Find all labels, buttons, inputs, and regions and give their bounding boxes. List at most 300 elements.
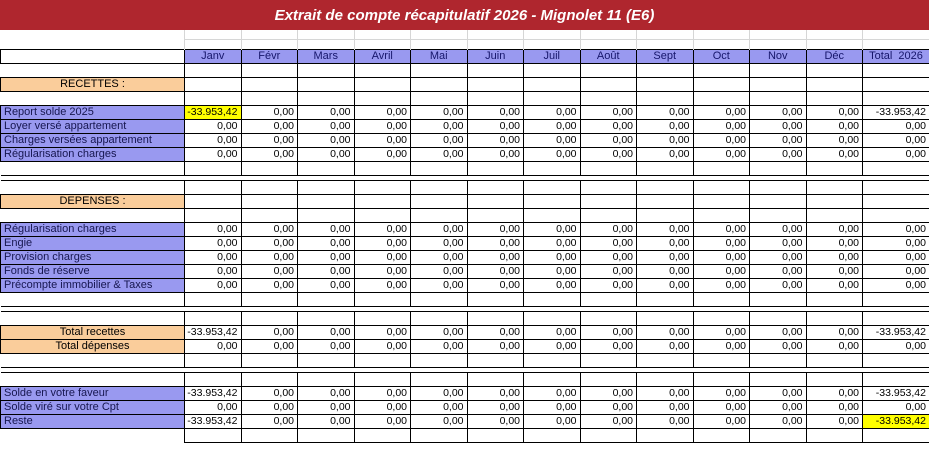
empty-cell bbox=[693, 78, 750, 92]
cell-charges-versees-appartement-dec[interactable]: 0,00 bbox=[806, 134, 863, 148]
cell-reste-dec[interactable]: 0,00 bbox=[806, 415, 863, 429]
month-header-dec[interactable]: Déc bbox=[806, 50, 863, 64]
cell-precompte-immobilier-taxes-total[interactable]: 0,00 bbox=[863, 279, 929, 293]
empty-cell bbox=[524, 373, 581, 387]
empty-label-cell bbox=[1, 64, 185, 78]
cell-provision-charges-fevr[interactable]: 0,00 bbox=[241, 251, 298, 265]
cell-solde-en-votre-faveur-fevr[interactable]: 0,00 bbox=[241, 387, 298, 401]
cell-regularisation-charges-aout[interactable]: 0,00 bbox=[580, 148, 637, 162]
cell-charges-versees-appartement-mai[interactable]: 0,00 bbox=[411, 134, 468, 148]
row-label-provision-charges[interactable]: Provision charges bbox=[1, 251, 185, 265]
cell-precompte-immobilier-taxes-juil[interactable]: 0,00 bbox=[524, 279, 581, 293]
cell-report-solde-2025-mai[interactable]: 0,00 bbox=[411, 106, 468, 120]
empty-cell bbox=[241, 181, 298, 195]
cell-charges-versees-appartement-aout[interactable]: 0,00 bbox=[580, 134, 637, 148]
empty-label-cell bbox=[1, 429, 185, 443]
cell-loyer-verse-appartement-mai[interactable]: 0,00 bbox=[411, 120, 468, 134]
empty-label-cell bbox=[1, 181, 185, 195]
empty-cell bbox=[354, 64, 411, 78]
gridline-cell bbox=[185, 30, 242, 40]
month-header-juin[interactable]: Juin bbox=[467, 50, 524, 64]
cell-total-depenses-nov[interactable]: 0,00 bbox=[750, 340, 807, 354]
cell-solde-en-votre-faveur-sept[interactable]: 0,00 bbox=[637, 387, 694, 401]
gridline-cell bbox=[693, 40, 750, 50]
cell-charges-versees-appartement-fevr[interactable]: 0,00 bbox=[241, 134, 298, 148]
empty-cell bbox=[185, 209, 242, 223]
cell-total-depenses-juin[interactable]: 0,00 bbox=[467, 340, 524, 354]
empty-cell bbox=[524, 64, 581, 78]
cell-fonds-de-reserve-mai[interactable]: 0,00 bbox=[411, 265, 468, 279]
cell-regularisation-charges-fevr[interactable]: 0,00 bbox=[241, 223, 298, 237]
cell-engie-sept[interactable]: 0,00 bbox=[637, 237, 694, 251]
cell-loyer-verse-appartement-avril[interactable]: 0,00 bbox=[354, 120, 411, 134]
cell-regularisation-charges-dec[interactable]: 0,00 bbox=[806, 148, 863, 162]
empty-cell bbox=[524, 293, 581, 307]
cell-total-recettes-juin[interactable]: 0,00 bbox=[467, 326, 524, 340]
cell-solde-vire-sur-votre-cpt-total[interactable]: 0,00 bbox=[863, 401, 929, 415]
empty-cell bbox=[411, 209, 468, 223]
cell-engie-janv[interactable]: 0,00 bbox=[185, 237, 242, 251]
cell-regularisation-charges-mars[interactable]: 0,00 bbox=[298, 148, 355, 162]
cell-solde-en-votre-faveur-mai[interactable]: 0,00 bbox=[411, 387, 468, 401]
empty-cell bbox=[467, 181, 524, 195]
gridline-cell bbox=[354, 40, 411, 50]
row-label-regularisation-charges[interactable]: Régularisation charges bbox=[1, 223, 185, 237]
cell-total-recettes-avril[interactable]: 0,00 bbox=[354, 326, 411, 340]
empty-cell bbox=[185, 64, 242, 78]
month-header-avril[interactable]: Avril bbox=[354, 50, 411, 64]
empty-cell bbox=[637, 181, 694, 195]
cell-regularisation-charges-total[interactable]: 0,00 bbox=[863, 223, 929, 237]
empty-cell bbox=[298, 373, 355, 387]
cell-precompte-immobilier-taxes-juin[interactable]: 0,00 bbox=[467, 279, 524, 293]
cell-loyer-verse-appartement-nov[interactable]: 0,00 bbox=[750, 120, 807, 134]
row-label-solde-en-votre-faveur[interactable]: Solde en votre faveur bbox=[1, 387, 185, 401]
cell-report-solde-2025-mars[interactable]: 0,00 bbox=[298, 106, 355, 120]
cell-engie-nov[interactable]: 0,00 bbox=[750, 237, 807, 251]
cell-total-recettes-juil[interactable]: 0,00 bbox=[524, 326, 581, 340]
cell-reste-mars[interactable]: 0,00 bbox=[298, 415, 355, 429]
cell-total-recettes-aout[interactable]: 0,00 bbox=[580, 326, 637, 340]
cell-total-recettes-oct[interactable]: 0,00 bbox=[693, 326, 750, 340]
cell-solde-vire-sur-votre-cpt-sept[interactable]: 0,00 bbox=[637, 401, 694, 415]
cell-total-depenses-dec[interactable]: 0,00 bbox=[806, 340, 863, 354]
cell-solde-vire-sur-votre-cpt-dec[interactable]: 0,00 bbox=[806, 401, 863, 415]
gridline-cell bbox=[241, 40, 298, 50]
month-header-janv[interactable]: Janv bbox=[185, 50, 242, 64]
empty-cell bbox=[524, 162, 581, 176]
empty-cell bbox=[241, 373, 298, 387]
cell-regularisation-charges-fevr[interactable]: 0,00 bbox=[241, 148, 298, 162]
cell-provision-charges-juil[interactable]: 0,00 bbox=[524, 251, 581, 265]
empty-cell bbox=[637, 429, 694, 443]
month-header-oct[interactable]: Oct bbox=[693, 50, 750, 64]
empty-cell bbox=[863, 312, 929, 326]
cell-fonds-de-reserve-oct[interactable]: 0,00 bbox=[693, 265, 750, 279]
cell-total-recettes-mai[interactable]: 0,00 bbox=[411, 326, 468, 340]
empty-cell bbox=[354, 78, 411, 92]
empty-cell bbox=[637, 162, 694, 176]
row-label-header-cell[interactable] bbox=[1, 50, 185, 64]
cell-regularisation-charges-total[interactable]: 0,00 bbox=[863, 148, 929, 162]
empty-cell bbox=[411, 373, 468, 387]
cell-reste-janv[interactable]: -33.953,42 bbox=[185, 415, 242, 429]
cell-solde-en-votre-faveur-dec[interactable]: 0,00 bbox=[806, 387, 863, 401]
empty-cell bbox=[185, 354, 242, 368]
cell-solde-en-votre-faveur-janv[interactable]: -33.953,42 bbox=[185, 387, 242, 401]
cell-charges-versees-appartement-juil[interactable]: 0,00 bbox=[524, 134, 581, 148]
month-header-mai[interactable]: Mai bbox=[411, 50, 468, 64]
cell-solde-vire-sur-votre-cpt-mars[interactable]: 0,00 bbox=[298, 401, 355, 415]
empty-cell bbox=[354, 293, 411, 307]
cell-loyer-verse-appartement-fevr[interactable]: 0,00 bbox=[241, 120, 298, 134]
gridline-cell bbox=[637, 30, 694, 40]
cell-loyer-verse-appartement-aout[interactable]: 0,00 bbox=[580, 120, 637, 134]
cell-regularisation-charges-aout[interactable]: 0,00 bbox=[580, 223, 637, 237]
cell-precompte-immobilier-taxes-janv[interactable]: 0,00 bbox=[185, 279, 242, 293]
gridline-cell bbox=[524, 40, 581, 50]
empty-cell bbox=[693, 312, 750, 326]
cell-regularisation-charges-dec[interactable]: 0,00 bbox=[806, 223, 863, 237]
gridline-cell bbox=[580, 30, 637, 40]
row-label-charges-versees-appartement[interactable]: Charges versées appartement bbox=[1, 134, 185, 148]
cell-fonds-de-reserve-janv[interactable]: 0,00 bbox=[185, 265, 242, 279]
cell-report-solde-2025-avril[interactable]: 0,00 bbox=[354, 106, 411, 120]
month-header-nov[interactable]: Nov bbox=[750, 50, 807, 64]
month-header-sept[interactable]: Sept bbox=[637, 50, 694, 64]
cell-solde-vire-sur-votre-cpt-aout[interactable]: 0,00 bbox=[580, 401, 637, 415]
cell-loyer-verse-appartement-total[interactable]: 0,00 bbox=[863, 120, 929, 134]
gridline-cell bbox=[750, 40, 807, 50]
cell-charges-versees-appartement-sept[interactable]: 0,00 bbox=[637, 134, 694, 148]
cell-provision-charges-avril[interactable]: 0,00 bbox=[354, 251, 411, 265]
cell-report-solde-2025-fevr[interactable]: 0,00 bbox=[241, 106, 298, 120]
gridline-cell bbox=[467, 40, 524, 50]
empty-cell bbox=[863, 78, 929, 92]
cell-report-solde-2025-dec[interactable]: 0,00 bbox=[806, 106, 863, 120]
cell-fonds-de-reserve-juil[interactable]: 0,00 bbox=[524, 265, 581, 279]
cell-fonds-de-reserve-juin[interactable]: 0,00 bbox=[467, 265, 524, 279]
cell-total-depenses-janv[interactable]: 0,00 bbox=[185, 340, 242, 354]
cell-report-solde-2025-sept[interactable]: 0,00 bbox=[637, 106, 694, 120]
row-label-regularisation-charges[interactable]: Régularisation charges bbox=[1, 148, 185, 162]
cell-engie-total[interactable]: 0,00 bbox=[863, 237, 929, 251]
empty-cell bbox=[298, 354, 355, 368]
cell-reste-total[interactable]: -33.953,42 bbox=[863, 415, 929, 429]
empty-cell bbox=[241, 92, 298, 106]
empty-label-cell bbox=[1, 209, 185, 223]
cell-precompte-immobilier-taxes-fevr[interactable]: 0,00 bbox=[241, 279, 298, 293]
gridline-cell bbox=[524, 30, 581, 40]
cell-report-solde-2025-juin[interactable]: 0,00 bbox=[467, 106, 524, 120]
cell-fonds-de-reserve-aout[interactable]: 0,00 bbox=[580, 265, 637, 279]
cell-total-recettes-dec[interactable]: 0,00 bbox=[806, 326, 863, 340]
month-header-mars[interactable]: Mars bbox=[298, 50, 355, 64]
empty-cell bbox=[298, 78, 355, 92]
gridline-cell bbox=[467, 30, 524, 40]
month-header-juil[interactable]: Juil bbox=[524, 50, 581, 64]
empty-cell bbox=[693, 64, 750, 78]
cell-charges-versees-appartement-total[interactable]: 0,00 bbox=[863, 134, 929, 148]
empty-cell bbox=[467, 64, 524, 78]
empty-cell bbox=[580, 373, 637, 387]
row-label-total-recettes[interactable]: Total recettes bbox=[1, 326, 185, 340]
cell-total-depenses-aout[interactable]: 0,00 bbox=[580, 340, 637, 354]
cell-report-solde-2025-oct[interactable]: 0,00 bbox=[693, 106, 750, 120]
cell-total-recettes-total[interactable]: -33.953,42 bbox=[863, 326, 929, 340]
empty-cell bbox=[863, 429, 929, 443]
cell-loyer-verse-appartement-juin[interactable]: 0,00 bbox=[467, 120, 524, 134]
cell-engie-juil[interactable]: 0,00 bbox=[524, 237, 581, 251]
cell-report-solde-2025-nov[interactable]: 0,00 bbox=[750, 106, 807, 120]
month-header-aout[interactable]: Août bbox=[580, 50, 637, 64]
cell-total-recettes-nov[interactable]: 0,00 bbox=[750, 326, 807, 340]
cell-reste-sept[interactable]: 0,00 bbox=[637, 415, 694, 429]
account-summary-table bbox=[0, 30, 929, 443]
empty-cell bbox=[298, 209, 355, 223]
cell-solde-vire-sur-votre-cpt-oct[interactable]: 0,00 bbox=[693, 401, 750, 415]
cell-solde-vire-sur-votre-cpt-mai[interactable]: 0,00 bbox=[411, 401, 468, 415]
empty-cell bbox=[354, 354, 411, 368]
empty-cell bbox=[637, 354, 694, 368]
cell-regularisation-charges-sept[interactable]: 0,00 bbox=[637, 148, 694, 162]
cell-total-recettes-janv[interactable]: -33.953,42 bbox=[185, 326, 242, 340]
cell-reste-avril[interactable]: 0,00 bbox=[354, 415, 411, 429]
row-label-precompte-immobilier-taxes[interactable]: Précompte immobilier & Taxes bbox=[1, 279, 185, 293]
empty-cell bbox=[354, 312, 411, 326]
cell-precompte-immobilier-taxes-nov[interactable]: 0,00 bbox=[750, 279, 807, 293]
cell-provision-charges-janv[interactable]: 0,00 bbox=[185, 251, 242, 265]
cell-solde-en-votre-faveur-nov[interactable]: 0,00 bbox=[750, 387, 807, 401]
cell-engie-dec[interactable]: 0,00 bbox=[806, 237, 863, 251]
empty-cell bbox=[524, 312, 581, 326]
empty-cell bbox=[806, 78, 863, 92]
cell-charges-versees-appartement-juin[interactable]: 0,00 bbox=[467, 134, 524, 148]
cell-engie-juin[interactable]: 0,00 bbox=[467, 237, 524, 251]
cell-fonds-de-reserve-fevr[interactable]: 0,00 bbox=[241, 265, 298, 279]
cell-loyer-verse-appartement-sept[interactable]: 0,00 bbox=[637, 120, 694, 134]
cell-provision-charges-dec[interactable]: 0,00 bbox=[806, 251, 863, 265]
empty-cell bbox=[241, 64, 298, 78]
cell-solde-vire-sur-votre-cpt-janv[interactable]: 0,00 bbox=[185, 401, 242, 415]
empty-cell bbox=[750, 429, 807, 443]
cell-provision-charges-oct[interactable]: 0,00 bbox=[693, 251, 750, 265]
empty-cell bbox=[411, 312, 468, 326]
cell-precompte-immobilier-taxes-oct[interactable]: 0,00 bbox=[693, 279, 750, 293]
cell-charges-versees-appartement-nov[interactable]: 0,00 bbox=[750, 134, 807, 148]
empty-cell bbox=[750, 64, 807, 78]
empty-cell bbox=[637, 64, 694, 78]
cell-total-depenses-fevr[interactable]: 0,00 bbox=[241, 340, 298, 354]
cell-reste-juin[interactable]: 0,00 bbox=[467, 415, 524, 429]
cell-precompte-immobilier-taxes-aout[interactable]: 0,00 bbox=[580, 279, 637, 293]
cell-regularisation-charges-nov[interactable]: 0,00 bbox=[750, 148, 807, 162]
row-label-reste[interactable]: Reste bbox=[1, 415, 185, 429]
cell-report-solde-2025-juil[interactable]: 0,00 bbox=[524, 106, 581, 120]
empty-cell bbox=[185, 92, 242, 106]
section-label-depenses[interactable]: DEPENSES : bbox=[1, 195, 185, 209]
cell-total-recettes-sept[interactable]: 0,00 bbox=[637, 326, 694, 340]
cell-fonds-de-reserve-nov[interactable]: 0,00 bbox=[750, 265, 807, 279]
empty-cell bbox=[241, 78, 298, 92]
cell-regularisation-charges-sept[interactable]: 0,00 bbox=[637, 223, 694, 237]
row-label-fonds-de-reserve[interactable]: Fonds de réserve bbox=[1, 265, 185, 279]
empty-cell bbox=[298, 312, 355, 326]
cell-solde-en-votre-faveur-avril[interactable]: 0,00 bbox=[354, 387, 411, 401]
cell-regularisation-charges-janv[interactable]: 0,00 bbox=[185, 223, 242, 237]
cell-reste-nov[interactable]: 0,00 bbox=[750, 415, 807, 429]
cell-precompte-immobilier-taxes-avril[interactable]: 0,00 bbox=[354, 279, 411, 293]
cell-solde-en-votre-faveur-mars[interactable]: 0,00 bbox=[298, 387, 355, 401]
empty-cell bbox=[863, 181, 929, 195]
row-label-engie[interactable]: Engie bbox=[1, 237, 185, 251]
row-label-loyer-verse-appartement[interactable]: Loyer versé appartement bbox=[1, 120, 185, 134]
empty-cell bbox=[693, 373, 750, 387]
empty-cell bbox=[863, 354, 929, 368]
cell-regularisation-charges-juil[interactable]: 0,00 bbox=[524, 223, 581, 237]
cell-engie-oct[interactable]: 0,00 bbox=[693, 237, 750, 251]
cell-loyer-verse-appartement-janv[interactable]: 0,00 bbox=[185, 120, 242, 134]
empty-cell bbox=[580, 293, 637, 307]
cell-loyer-verse-appartement-oct[interactable]: 0,00 bbox=[693, 120, 750, 134]
cell-reste-mai[interactable]: 0,00 bbox=[411, 415, 468, 429]
cell-regularisation-charges-oct[interactable]: 0,00 bbox=[693, 148, 750, 162]
cell-regularisation-charges-mars[interactable]: 0,00 bbox=[298, 223, 355, 237]
cell-solde-en-votre-faveur-juin[interactable]: 0,00 bbox=[467, 387, 524, 401]
cell-loyer-verse-appartement-mars[interactable]: 0,00 bbox=[298, 120, 355, 134]
cell-engie-mars[interactable]: 0,00 bbox=[298, 237, 355, 251]
empty-cell bbox=[241, 354, 298, 368]
cell-solde-en-votre-faveur-total[interactable]: -33.953,42 bbox=[863, 387, 929, 401]
row-label-total-depenses[interactable]: Total dépenses bbox=[1, 340, 185, 354]
cell-regularisation-charges-juin[interactable]: 0,00 bbox=[467, 223, 524, 237]
cell-charges-versees-appartement-oct[interactable]: 0,00 bbox=[693, 134, 750, 148]
cell-loyer-verse-appartement-juil[interactable]: 0,00 bbox=[524, 120, 581, 134]
cell-total-depenses-mai[interactable]: 0,00 bbox=[411, 340, 468, 354]
empty-cell bbox=[806, 195, 863, 209]
empty-cell bbox=[524, 429, 581, 443]
empty-cell bbox=[467, 162, 524, 176]
cell-solde-en-votre-faveur-aout[interactable]: 0,00 bbox=[580, 387, 637, 401]
cell-precompte-immobilier-taxes-mai[interactable]: 0,00 bbox=[411, 279, 468, 293]
cell-provision-charges-mars[interactable]: 0,00 bbox=[298, 251, 355, 265]
cell-precompte-immobilier-taxes-dec[interactable]: 0,00 bbox=[806, 279, 863, 293]
cell-fonds-de-reserve-total[interactable]: 0,00 bbox=[863, 265, 929, 279]
cell-total-recettes-mars[interactable]: 0,00 bbox=[298, 326, 355, 340]
cell-reste-fevr[interactable]: 0,00 bbox=[241, 415, 298, 429]
cell-report-solde-2025-total[interactable]: -33.953,42 bbox=[863, 106, 929, 120]
empty-cell bbox=[637, 195, 694, 209]
row-label-report-solde-2025[interactable]: Report solde 2025 bbox=[1, 106, 185, 120]
cell-provision-charges-juin[interactable]: 0,00 bbox=[467, 251, 524, 265]
empty-cell bbox=[750, 312, 807, 326]
cell-fonds-de-reserve-avril[interactable]: 0,00 bbox=[354, 265, 411, 279]
cell-reste-juil[interactable]: 0,00 bbox=[524, 415, 581, 429]
cell-fonds-de-reserve-mars[interactable]: 0,00 bbox=[298, 265, 355, 279]
cell-solde-vire-sur-votre-cpt-fevr[interactable]: 0,00 bbox=[241, 401, 298, 415]
cell-engie-avril[interactable]: 0,00 bbox=[354, 237, 411, 251]
cell-total-depenses-total[interactable]: 0,00 bbox=[863, 340, 929, 354]
empty-cell bbox=[806, 209, 863, 223]
cell-engie-aout[interactable]: 0,00 bbox=[580, 237, 637, 251]
empty-cell bbox=[580, 162, 637, 176]
gridline-cell bbox=[411, 40, 468, 50]
empty-cell bbox=[354, 162, 411, 176]
cell-regularisation-charges-janv[interactable]: 0,00 bbox=[185, 148, 242, 162]
cell-total-depenses-juil[interactable]: 0,00 bbox=[524, 340, 581, 354]
cell-charges-versees-appartement-avril[interactable]: 0,00 bbox=[354, 134, 411, 148]
cell-provision-charges-aout[interactable]: 0,00 bbox=[580, 251, 637, 265]
empty-cell bbox=[863, 293, 929, 307]
empty-cell bbox=[693, 209, 750, 223]
empty-cell bbox=[185, 181, 242, 195]
cell-regularisation-charges-avril[interactable]: 0,00 bbox=[354, 148, 411, 162]
cell-reste-oct[interactable]: 0,00 bbox=[693, 415, 750, 429]
cell-solde-en-votre-faveur-oct[interactable]: 0,00 bbox=[693, 387, 750, 401]
gridline-cell bbox=[863, 40, 929, 50]
cell-regularisation-charges-oct[interactable]: 0,00 bbox=[693, 223, 750, 237]
total-column-header[interactable]: Total 2026 bbox=[863, 50, 929, 64]
cell-precompte-immobilier-taxes-sept[interactable]: 0,00 bbox=[637, 279, 694, 293]
gridline-cell bbox=[354, 30, 411, 40]
empty-cell bbox=[863, 162, 929, 176]
empty-cell bbox=[467, 195, 524, 209]
cell-charges-versees-appartement-mars[interactable]: 0,00 bbox=[298, 134, 355, 148]
cell-report-solde-2025-janv[interactable]: -33.953,42 bbox=[185, 106, 242, 120]
cell-total-recettes-fevr[interactable]: 0,00 bbox=[241, 326, 298, 340]
section-label-recettes[interactable]: RECETTES : bbox=[1, 78, 185, 92]
empty-cell bbox=[354, 209, 411, 223]
cell-regularisation-charges-mai[interactable]: 0,00 bbox=[411, 223, 468, 237]
cell-loyer-verse-appartement-dec[interactable]: 0,00 bbox=[806, 120, 863, 134]
cell-precompte-immobilier-taxes-mars[interactable]: 0,00 bbox=[298, 279, 355, 293]
cell-total-depenses-mars[interactable]: 0,00 bbox=[298, 340, 355, 354]
cell-regularisation-charges-juin[interactable]: 0,00 bbox=[467, 148, 524, 162]
cell-engie-mai[interactable]: 0,00 bbox=[411, 237, 468, 251]
month-header-fevr[interactable]: Févr bbox=[241, 50, 298, 64]
report-title-bar bbox=[0, 0, 929, 30]
cell-provision-charges-mai[interactable]: 0,00 bbox=[411, 251, 468, 265]
cell-provision-charges-total[interactable]: 0,00 bbox=[863, 251, 929, 265]
empty-cell bbox=[750, 162, 807, 176]
cell-fonds-de-reserve-dec[interactable]: 0,00 bbox=[806, 265, 863, 279]
cell-provision-charges-nov[interactable]: 0,00 bbox=[750, 251, 807, 265]
cell-charges-versees-appartement-janv[interactable]: 0,00 bbox=[185, 134, 242, 148]
cell-solde-vire-sur-votre-cpt-nov[interactable]: 0,00 bbox=[750, 401, 807, 415]
empty-cell bbox=[411, 429, 468, 443]
cell-report-solde-2025-aout[interactable]: 0,00 bbox=[580, 106, 637, 120]
row-label-solde-vire-sur-votre-cpt[interactable]: Solde viré sur votre Cpt bbox=[1, 401, 185, 415]
cell-reste-aout[interactable]: 0,00 bbox=[580, 415, 637, 429]
cell-engie-fevr[interactable]: 0,00 bbox=[241, 237, 298, 251]
cell-solde-vire-sur-votre-cpt-juin[interactable]: 0,00 bbox=[467, 401, 524, 415]
empty-cell bbox=[524, 209, 581, 223]
cell-regularisation-charges-mai[interactable]: 0,00 bbox=[411, 148, 468, 162]
cell-total-depenses-avril[interactable]: 0,00 bbox=[354, 340, 411, 354]
empty-cell bbox=[863, 373, 929, 387]
cell-fonds-de-reserve-sept[interactable]: 0,00 bbox=[637, 265, 694, 279]
cell-solde-en-votre-faveur-juil[interactable]: 0,00 bbox=[524, 387, 581, 401]
cell-regularisation-charges-nov[interactable]: 0,00 bbox=[750, 223, 807, 237]
cell-solde-vire-sur-votre-cpt-avril[interactable]: 0,00 bbox=[354, 401, 411, 415]
cell-regularisation-charges-avril[interactable]: 0,00 bbox=[354, 223, 411, 237]
cell-provision-charges-sept[interactable]: 0,00 bbox=[637, 251, 694, 265]
cell-solde-vire-sur-votre-cpt-juil[interactable]: 0,00 bbox=[524, 401, 581, 415]
cell-total-depenses-sept[interactable]: 0,00 bbox=[637, 340, 694, 354]
empty-cell bbox=[580, 195, 637, 209]
cell-regularisation-charges-juil[interactable]: 0,00 bbox=[524, 148, 581, 162]
cell-total-depenses-oct[interactable]: 0,00 bbox=[693, 340, 750, 354]
